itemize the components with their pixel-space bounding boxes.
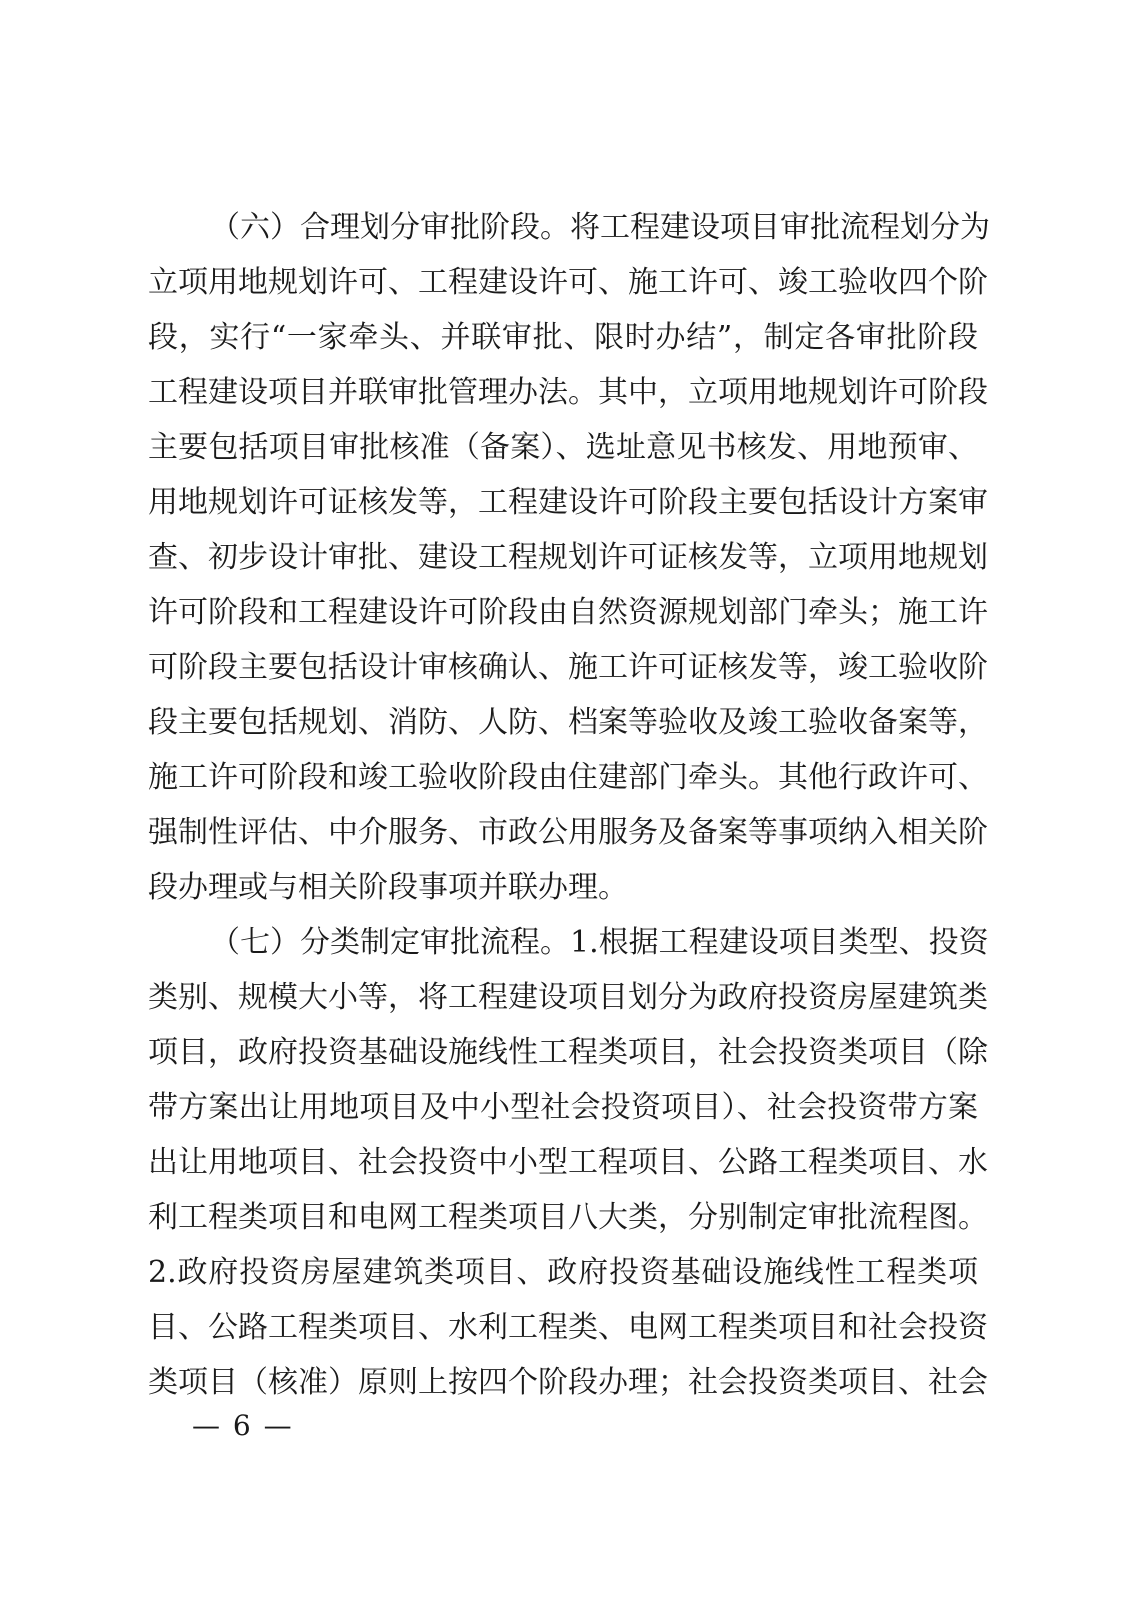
paragraph-6-line-2: 立项用地规划许可、工程建设许可、施工许可、竣工验收四个阶 xyxy=(148,265,988,300)
paragraph-7-line-9: 类项目（核准）原则上按四个阶段办理；社会投资类项目、社会 xyxy=(148,1365,988,1400)
paragraph-6-line-5: 主要包括项目审批核准（备案）、选址意见书核发、用地预审、 xyxy=(148,430,978,465)
page-number: — 6 — xyxy=(192,1409,294,1442)
paragraph-7-line-7: 2.政府投资房屋建筑类项目、政府投资基础设施线性工程类项 xyxy=(148,1255,978,1290)
paragraph-6-line-6: 用地规划许可证核发等，工程建设许可阶段主要包括设计方案审 xyxy=(148,485,988,520)
paragraph-7-line-5: 出让用地项目、社会投资中小型工程项目、公路工程类项目、水 xyxy=(148,1145,988,1180)
paragraph-7-line-4: 带方案出让用地项目及中小型社会投资项目）、社会投资带方案 xyxy=(148,1090,978,1125)
paragraph-6-line-13: 段办理或与相关阶段事项并联办理。 xyxy=(148,870,628,905)
paragraph-6-line-9: 可阶段主要包括设计审核确认、施工许可证核发等，竣工验收阶 xyxy=(148,650,988,685)
paragraph-6-line-4: 工程建设项目并联审批管理办法。其中，立项用地规划许可阶段 xyxy=(148,375,988,410)
paragraph-6-line-1: （六）合理划分审批阶段。将工程建设项目审批流程划分为 xyxy=(210,210,990,245)
paragraph-6-line-8: 许可阶段和工程建设许可阶段由自然资源规划部门牵头；施工许 xyxy=(148,595,988,630)
paragraph-7-line-1: （七）分类制定审批流程。1.根据工程建设项目类型、投资 xyxy=(210,925,989,960)
paragraph-6-line-12: 强制性评估、中介服务、市政公用服务及备案等事项纳入相关阶 xyxy=(148,815,988,850)
paragraph-6-line-3: 段，实行“一家牵头、并联审批、限时办结”，制定各审批阶段 xyxy=(148,320,978,355)
paragraph-7-line-3: 项目，政府投资基础设施线性工程类项目，社会投资类项目（除 xyxy=(148,1035,988,1070)
paragraph-6-line-11: 施工许可阶段和竣工验收阶段由住建部门牵头。其他行政许可、 xyxy=(148,760,988,795)
paragraph-6-line-10: 段主要包括规划、消防、人防、档案等验收及竣工验收备案等， xyxy=(148,705,988,740)
paragraph-7-line-6: 利工程类项目和电网工程类项目八大类，分别制定审批流程图。 xyxy=(148,1200,988,1235)
paragraph-7-line-2: 类别、规模大小等，将工程建设项目划分为政府投资房屋建筑类 xyxy=(148,980,988,1015)
paragraph-7-line-8: 目、公路工程类项目、水利工程类、电网工程类项目和社会投资 xyxy=(148,1310,988,1345)
paragraph-6-line-7: 查、初步设计审批、建设工程规划许可证核发等，立项用地规划 xyxy=(148,540,988,575)
